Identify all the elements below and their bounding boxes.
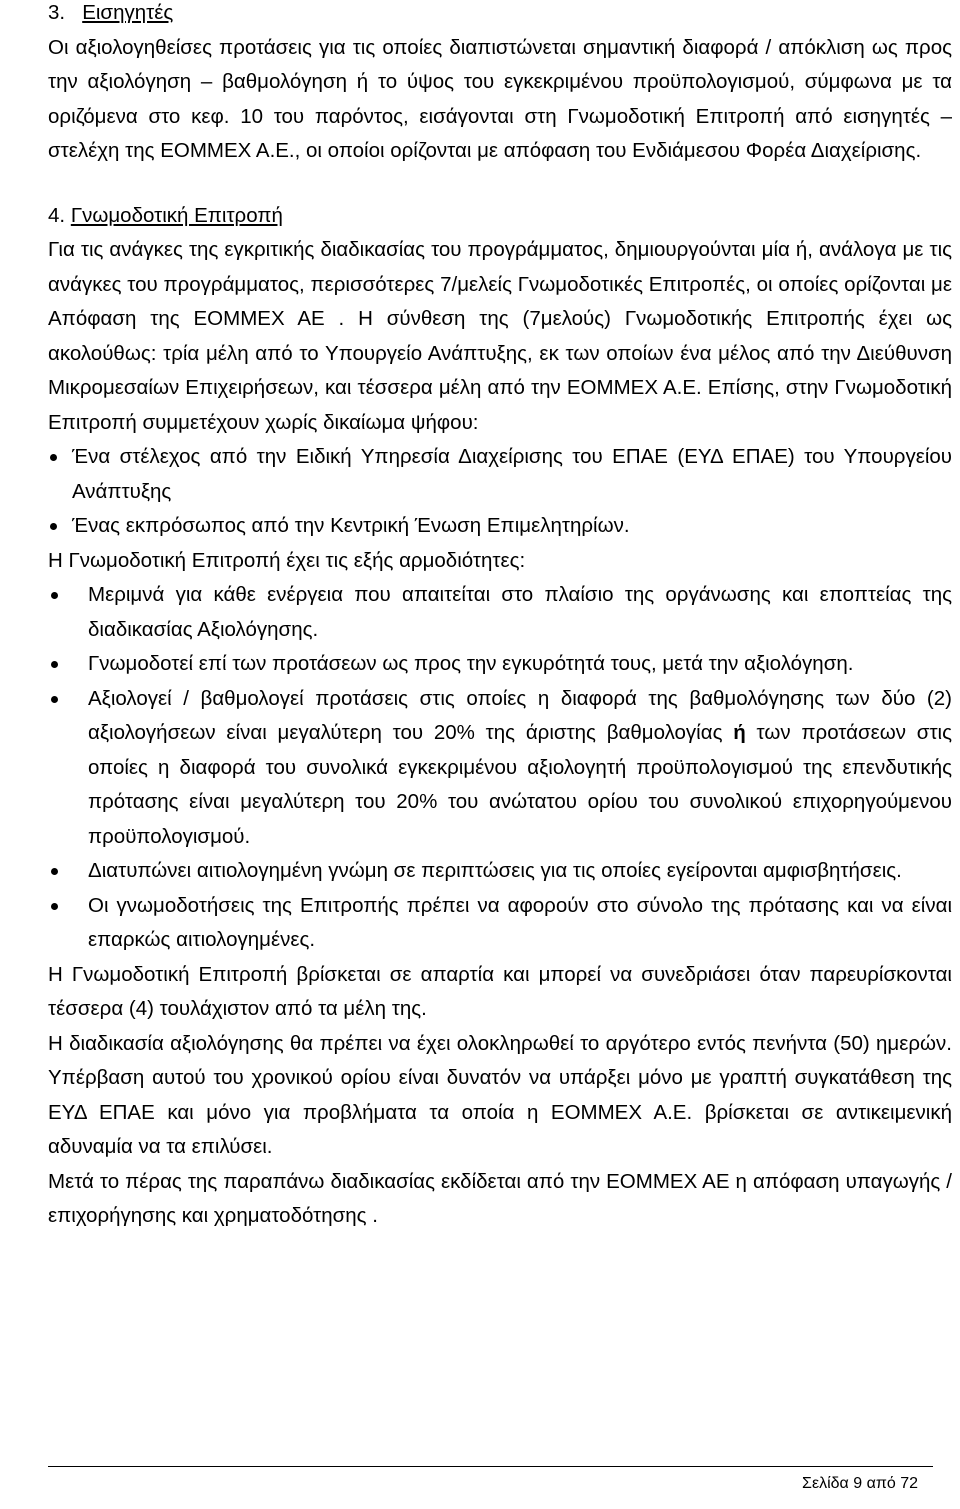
bullet-icon [50, 454, 57, 461]
document-page [48, 0, 952, 1234]
duty-text-bold: ή [733, 721, 746, 744]
page-number: Σελίδα 9 από 72 [802, 1475, 918, 1492]
section-4-heading [48, 199, 952, 234]
section-3-heading [48, 0, 952, 31]
list-item [48, 578, 952, 647]
duties-intro: Η Γνωμοδοτική Επιτροπή έχει τις εξής αρμοδιότητες: [48, 548, 526, 572]
bullet-icon [51, 903, 58, 910]
list-item-text: Διατυπώνει αιτιολογημένη γνώμη σε περιπτώσεις για τις οποίες εγείρονται αμφισβητήσεις. [88, 859, 902, 882]
bullet-icon [51, 868, 58, 875]
deadline-paragraph: Η διαδικασία αξιολόγησης θα πρέπει να έχει ολοκληρωθεί το αργότερο εντός πενήντα (50) ημερών. Υπέρβαση αυτού του χρονικού ορίου είναι δυνατόν να υπάρξει μόνο με γραπτή συγκατάθεση της ΕΥΔ ΕΠΑΕ και μόνο για προβλήματα τα οποία η ΕΟΜΜΕΧ Α.Ε. βρίσκεται σε αντικειμενική αδυναμία να τα επιλύσει. [48, 1031, 952, 1158]
list-item [48, 440, 952, 509]
list-item-text: Μεριμνά για κάθε ενέργεια που απαιτείται στο πλαίσιο της οργάνωσης και εποπτείας της διαδικασίας Αξιολόγησης. [88, 583, 952, 641]
duty-text-after: των προτάσεων στις οποίες η διαφορά του συνολικά εγκεκριμένου αξιολογητή προϋπολογισμού της επενδυτικής πρότασης είναι μεγαλύτερη του 20% του ανώτατου ορίου του συνολικού επιχορηγούμενου προϋπολογισμού. [88, 721, 952, 848]
footer-divider [48, 1466, 933, 1467]
list-item [48, 647, 952, 682]
section-4-number: 4. [48, 203, 66, 227]
section-4-intro-paragraph: Για τις ανάγκες της εγκριτικής διαδικασίας του προγράμματος, δημιουργούνται μία ή, ανάλογα με τις ανάγκες του προγράμματος, περισσότερες 7/μελείς Γνωμοδοτικές Επιτροπές, οι οποίες ορίζονται με Απόφαση της ΕΟΜΜΕΧ ΑΕ . Η σύνθεση της (7μελούς) Γνωμοδοτικής Επιτροπής έχει ως ακολούθως: τρία μέλη από το Υπουργείο Ανάπτυξης, εκ των οποίων ένα μέλος από την Διεύθυνση Μικρομεσαίων Επιχειρήσεων, και τέσσερα μέλη από την ΕΟΜΜΕΧ Α.Ε. Επίσης, στην Γνωμοδοτική Επιτροπή συμμετέχουν χωρίς δικαίωμα ψήφου: [48, 238, 952, 434]
list-item [48, 509, 952, 544]
duties-list [48, 578, 952, 958]
list-item-text: Ένα στέλεχος από την Ειδική Υπηρεσία Διαχείρισης του ΕΠΑΕ (ΕΥΔ ΕΠΑΕ) του Υπουργείου Ανάπτυξης [72, 445, 952, 503]
duty-text-before: Αξιολογεί / βαθμολογεί προτάσεις στις οποίες η διαφορά της βαθμολόγησης των δύο (2) αξιολογήσεων είναι μεγαλύτερη του 20% της άριστης βαθμολογίας [88, 686, 952, 744]
section-4-title: Γνωμοδοτική Επιτροπή [70, 203, 283, 227]
quorum-paragraph: Η Γνωμοδοτική Επιτροπή βρίσκεται σε απαρτία και μπορεί να συνεδριάσει όταν παρευρίσκονται τέσσερα (4) τουλάχιστον από τα μέλη της. [48, 962, 952, 1020]
bullet-icon [50, 523, 57, 530]
closing-paragraph: Μετά το πέρας της παραπάνω διαδικασίας εκδίδεται από την ΕΟΜΜΕΧ ΑΕ η απόφαση υπαγωγής /επιχορήγησης και χρηματοδότησης . [48, 1169, 952, 1227]
bullet-icon [51, 592, 58, 599]
section-3-title: Εισηγητές [82, 1, 174, 24]
bullet-icon [51, 696, 58, 703]
list-item-text [88, 682, 952, 855]
list-item-text: Γνωμοδοτεί επί των προτάσεων ως προς την εγκυρότητά τους, μετά την αξιολόγηση. [88, 652, 854, 675]
list-item [48, 854, 952, 889]
non-voting-members-list [48, 440, 952, 544]
list-item [48, 889, 952, 958]
bullet-icon [51, 661, 58, 668]
list-item-text: Οι γνωμοδοτήσεις της Επιτροπής πρέπει να αφορούν στο σύνολο της πρότασης και να είναι επαρκώς αιτιολογημένες. [88, 893, 952, 951]
list-item [48, 682, 952, 855]
section-3-paragraph: Οι αξιολογηθείσες προτάσεις για τις οποίες διαπιστώνεται σημαντική διαφορά / απόκλιση ως προς την αξιολόγηση – βαθμολόγηση ή το ύψος του εγκεκριμένου προϋπολογισμού, σύμφωνα με τα οριζόμενα στο κεφ. 10 του παρόντος, εισάγονται στη Γνωμοδοτική Επιτροπή από εισηγητές – στελέχη της ΕΟΜΜΕΧ Α.Ε., οι οποίοι ορίζονται με απόφαση του Ενδιάμεσου Φορέα Διαχείρισης. [48, 35, 952, 162]
list-item-text: Ένας εκπρόσωπος από την Κεντρική Ένωση Επιμελητηρίων. [72, 514, 630, 537]
section-3-number: 3. [48, 1, 66, 24]
